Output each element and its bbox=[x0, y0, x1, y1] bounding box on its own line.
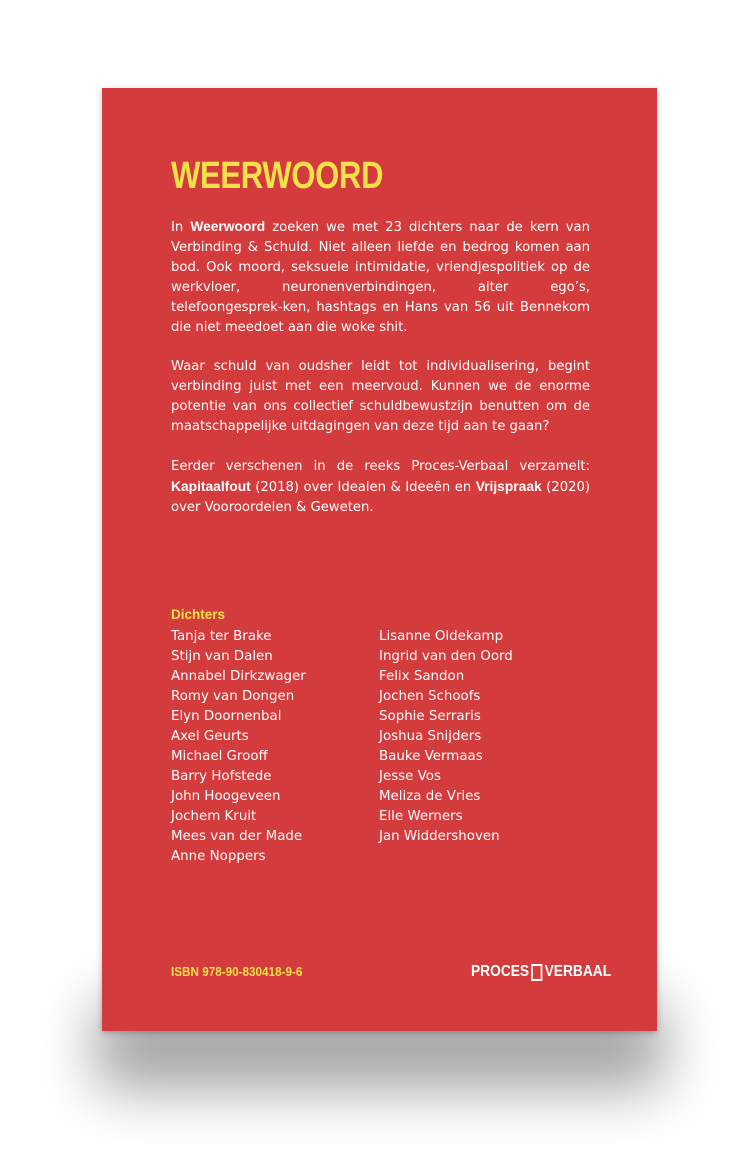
poet-name: Barry Hofstede bbox=[171, 769, 272, 784]
poet-name: Annabel Dirkzwager bbox=[171, 669, 306, 684]
blurb-p1-title-bold: Weerwoord bbox=[190, 219, 266, 234]
poet-name: Mees van der Made bbox=[171, 829, 303, 844]
poet-name: Jochem Kruit bbox=[171, 809, 257, 824]
poet-name: Lisanne Oldekamp bbox=[379, 629, 504, 644]
poet-name: Axel Geurts bbox=[171, 729, 249, 744]
blurb-p1-intro: In bbox=[171, 220, 191, 235]
isbn-number: ISBN 978-90-830418-9-6 bbox=[171, 964, 303, 979]
publisher-logo-right: VERBAAL bbox=[544, 963, 612, 980]
blurb-p1-rest: zoeken we met 23 dichters naar de kern van Verbinding & Schuld. Niet alleen liefde en bedrog komen aan bod. Ook moord, seksuele intimidatie, vriendjespolitiek op de werkvloer, neuronenverbindingen, alter ego’s, telefoongesprek-ken, hashtags en Hans van 56 uit Bennekom die niet meedoet aan die woke shit. bbox=[171, 220, 590, 335]
poet-name: Sophie Serraris bbox=[379, 709, 481, 724]
poet-name: Joshua Snijders bbox=[379, 729, 482, 744]
blurb-p3-mid: (2018) over Idealen & Ideeën en bbox=[250, 480, 476, 495]
book-title: WEERWOORD bbox=[171, 155, 384, 197]
poet-name: Felix Sandon bbox=[379, 669, 465, 684]
poet-name: Michael Grooff bbox=[171, 749, 268, 764]
poets-heading: Dichters bbox=[171, 607, 226, 622]
book-back-cover bbox=[102, 88, 657, 1031]
poet-name: Jesse Vos bbox=[379, 769, 441, 784]
poet-name: Ingrid van den Oord bbox=[379, 649, 513, 664]
poet-name: Bauke Vermaas bbox=[379, 749, 483, 764]
poet-name: John Hoogeveen bbox=[171, 789, 281, 804]
publisher-logo-left: PROCES bbox=[471, 963, 530, 980]
poets-list-right bbox=[379, 627, 513, 847]
logo-box-icon bbox=[531, 964, 542, 981]
blurb-paragraph-3 bbox=[171, 457, 590, 518]
blurb-p3-rest: (2020) over Vooroordelen & Geweten. bbox=[171, 480, 591, 515]
poet-name: Elle Werners bbox=[379, 809, 463, 824]
poet-name: Tanja ter Brake bbox=[171, 629, 272, 644]
poet-name: Jan Widdershoven bbox=[379, 829, 500, 844]
blurb-p3-intro: Eerder verschenen in de reeks Proces-Verbaal verzamelt: bbox=[171, 459, 590, 474]
poet-name: Stijn van Dalen bbox=[171, 649, 273, 664]
poet-name: Romy van Dongen bbox=[171, 689, 295, 704]
publisher-logo bbox=[471, 961, 611, 983]
blurb-paragraph-1 bbox=[171, 217, 590, 338]
poet-name: Meliza de Vries bbox=[379, 789, 481, 804]
poet-name: Anne Noppers bbox=[171, 849, 266, 864]
poets-list-left bbox=[171, 627, 306, 867]
blurb-p3-kapitaalfout: Kapitaalfout bbox=[171, 479, 251, 494]
blurb-paragraph-2: Waar schuld van oudsher leidt tot individualisering, begint verbinding juist met een meervoud. Kunnen we de enorme potentie van ons collectief schuldbewustzijn benutten om de maatschappelijke uitdagingen van deze tijd aan te gaan? bbox=[171, 359, 590, 434]
poet-name: Jochen Schoofs bbox=[379, 689, 481, 704]
poet-name: Elyn Doornenbal bbox=[171, 709, 282, 724]
blurb-p3-vrijspraak: Vrijspraak bbox=[475, 479, 542, 494]
